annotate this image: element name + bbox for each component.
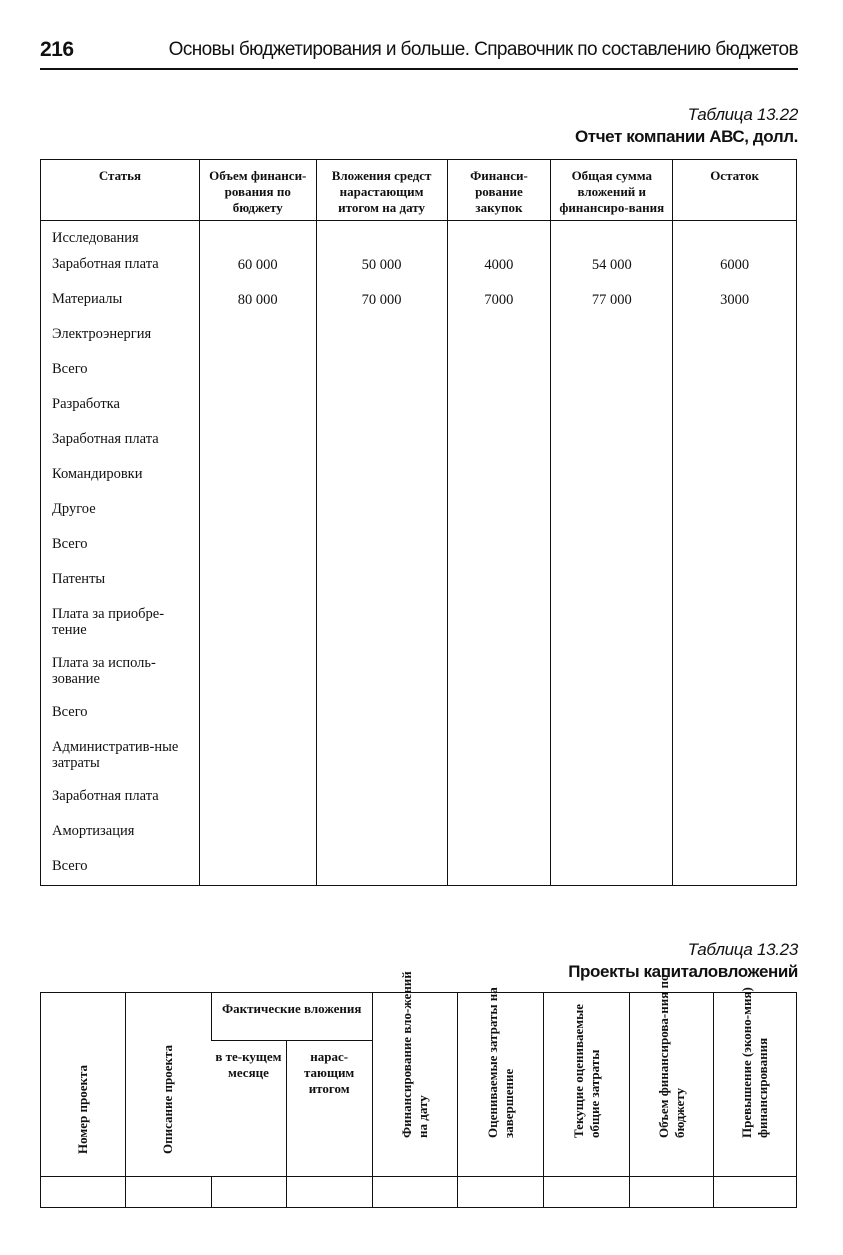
table-cell	[316, 536, 447, 571]
table-row	[41, 571, 797, 606]
table-cell	[673, 704, 797, 739]
table-row	[41, 291, 797, 326]
table-cell	[199, 858, 316, 886]
table-cell	[125, 1177, 211, 1208]
row-label: Плата за приобре-тение	[52, 606, 165, 638]
table-row	[41, 788, 797, 823]
table-cell	[447, 858, 551, 886]
table-cell	[673, 858, 797, 886]
row-label: Административ-ные затраты	[52, 739, 179, 771]
table-cell	[199, 655, 316, 704]
row-label: Всего	[52, 858, 88, 874]
table-row	[41, 501, 797, 536]
table-cell	[199, 739, 316, 788]
table-cell	[551, 571, 673, 606]
column-header-actual-investments: Фактические вложения	[211, 993, 372, 1041]
row-label: Командировки	[52, 466, 143, 482]
table-cell	[316, 823, 447, 858]
table-row	[41, 536, 797, 571]
table-cell: 6000	[673, 256, 797, 291]
table-cell	[316, 858, 447, 886]
column-header-text: Описание проекта	[160, 1044, 176, 1154]
table-cell	[447, 326, 551, 361]
table-cell	[551, 823, 673, 858]
column-header-estimated-completion	[458, 987, 544, 1177]
row-label: Заработная плата	[52, 788, 159, 804]
table-cell	[673, 396, 797, 431]
table-cell	[458, 1177, 544, 1208]
column-header-text: Финансирование вло-жений на дату	[399, 971, 431, 1138]
table-cell	[544, 1177, 630, 1208]
table-cell	[199, 466, 316, 501]
row-label: Всего	[52, 704, 88, 720]
table-cell	[551, 361, 673, 396]
table-cell: 7000	[447, 291, 551, 326]
table-cell	[551, 655, 673, 704]
table-cell	[447, 431, 551, 466]
column-header-financing-to-date	[372, 971, 458, 1177]
table-cell	[673, 466, 797, 501]
page-number: 216	[40, 38, 74, 61]
column-header-project-number	[41, 993, 126, 1177]
page-header	[40, 38, 798, 70]
row-label: Заработная плата	[52, 431, 159, 447]
table-cell	[447, 466, 551, 501]
row-label: Электроэнергия	[52, 326, 152, 342]
table1-number: Таблица 13.22	[687, 105, 798, 124]
table-cell: 77 000	[551, 291, 673, 326]
column-header-project-description	[125, 993, 211, 1177]
table-cell: 54 000	[551, 256, 673, 291]
table-cell	[714, 1177, 797, 1208]
table-cell	[316, 431, 447, 466]
table-cell: 80 000	[199, 291, 316, 326]
table-cell	[199, 571, 316, 606]
table-cell	[199, 606, 316, 655]
table-cell	[447, 361, 551, 396]
table-cell	[316, 221, 447, 257]
table1-caption	[575, 105, 798, 147]
table-cell	[673, 571, 797, 606]
table-cell	[551, 858, 673, 886]
table-row	[41, 256, 797, 291]
column-header-budget: Объем финанси-рования по бюджету	[199, 160, 316, 221]
table-cell	[316, 606, 447, 655]
column-header-text: Объем финансирова-ния по бюджету	[655, 974, 687, 1138]
column-header-cumulative: нарас-тающим итогом	[286, 1040, 372, 1176]
column-header-procurement: Финанси-рование закупок	[447, 160, 551, 221]
table-cell	[316, 655, 447, 704]
row-label: Амортизация	[52, 823, 135, 839]
row-label: Разработка	[52, 396, 120, 412]
table-cell	[673, 431, 797, 466]
column-header-item: Статья	[41, 160, 200, 221]
table-cell	[316, 326, 447, 361]
row-label: Исследования	[52, 230, 139, 246]
row-label: Материалы	[52, 291, 123, 307]
table-cell	[199, 823, 316, 858]
table-cell	[447, 823, 551, 858]
table-cell	[316, 396, 447, 431]
column-header-total: Общая сумма вложений и финансиро-вания	[551, 160, 673, 221]
table-cell	[316, 739, 447, 788]
column-header-current-month: в те-кущем месяце	[211, 1040, 286, 1176]
table-cell	[199, 361, 316, 396]
table-cell	[199, 221, 316, 257]
table2-number: Таблица 13.23	[687, 940, 798, 959]
table-row	[41, 1177, 797, 1208]
table-cell	[673, 326, 797, 361]
table-cell	[551, 431, 673, 466]
table-row	[41, 221, 797, 257]
table-cell	[447, 571, 551, 606]
table-cell	[316, 466, 447, 501]
row-label: Другое	[52, 501, 96, 517]
table-cell	[673, 501, 797, 536]
company-report-table	[40, 159, 797, 886]
table-cell	[551, 221, 673, 257]
table-cell	[447, 221, 551, 257]
table-row	[41, 361, 797, 396]
table-cell	[41, 1177, 126, 1208]
table-cell	[199, 396, 316, 431]
table-cell	[447, 501, 551, 536]
table-cell	[447, 536, 551, 571]
table-cell	[673, 788, 797, 823]
table-cell	[372, 1177, 458, 1208]
table2-header-row	[41, 993, 797, 1041]
column-header-text: Превышение (эконо-мия) финансирования	[739, 987, 771, 1138]
table-cell	[673, 606, 797, 655]
table-cell	[551, 466, 673, 501]
table-cell	[199, 326, 316, 361]
column-header-balance: Остаток	[673, 160, 797, 221]
table-cell	[447, 704, 551, 739]
table-row	[41, 326, 797, 361]
table-cell	[551, 536, 673, 571]
table-cell	[447, 606, 551, 655]
table-cell	[447, 396, 551, 431]
column-header-cumulative: Вложения средст нарастающим итогом на дату	[316, 160, 447, 221]
table-cell	[199, 704, 316, 739]
table-row	[41, 704, 797, 739]
column-header-budget-amount	[630, 974, 714, 1177]
table-cell	[551, 788, 673, 823]
table-cell	[673, 221, 797, 257]
table-cell	[199, 431, 316, 466]
table-row	[41, 431, 797, 466]
table-cell	[673, 823, 797, 858]
table-cell	[199, 501, 316, 536]
column-header-over-under	[714, 987, 797, 1177]
table-cell	[211, 1177, 286, 1208]
table-cell	[199, 788, 316, 823]
table-cell	[673, 536, 797, 571]
row-label: Всего	[52, 536, 88, 552]
table-row	[41, 396, 797, 431]
table-cell	[630, 1177, 714, 1208]
table-row	[41, 823, 797, 858]
table-cell	[286, 1177, 372, 1208]
table-cell	[673, 739, 797, 788]
table1-header-row	[41, 160, 797, 221]
table-row	[41, 655, 797, 704]
table-row	[41, 466, 797, 501]
row-label: Плата за исполь-зование	[52, 655, 156, 687]
table-cell	[447, 739, 551, 788]
row-label: Всего	[52, 361, 88, 377]
table-cell	[551, 739, 673, 788]
table-cell	[316, 501, 447, 536]
table-cell: 50 000	[316, 256, 447, 291]
table-row	[41, 606, 797, 655]
row-label: Патенты	[52, 571, 106, 587]
table-row	[41, 858, 797, 886]
table2-title: Проекты капиталовложений	[568, 962, 798, 981]
column-header-current-estimated-total	[544, 993, 630, 1177]
table-row	[41, 739, 797, 788]
table-cell	[551, 396, 673, 431]
table-cell	[316, 361, 447, 396]
table-cell	[551, 326, 673, 361]
column-header-text: Номер проекта	[74, 1065, 90, 1154]
table-cell: 60 000	[199, 256, 316, 291]
running-title: Основы бюджетирования и больше. Справочник по составлению бюджетов	[168, 39, 798, 60]
table-cell	[673, 655, 797, 704]
table-cell: 4000	[447, 256, 551, 291]
table-cell	[199, 536, 316, 571]
table-cell	[447, 655, 551, 704]
table-cell	[316, 571, 447, 606]
table-cell	[316, 788, 447, 823]
table-cell	[447, 788, 551, 823]
table-cell: 3000	[673, 291, 797, 326]
row-label: Заработная плата	[52, 256, 159, 272]
table-cell	[551, 606, 673, 655]
table-cell: 70 000	[316, 291, 447, 326]
table-cell	[316, 704, 447, 739]
column-header-text: Текущие оцениваемые общие затраты	[570, 1003, 602, 1138]
column-header-text: Оцениваемые затраты на завершение	[484, 987, 516, 1138]
table1-title: Отчет компании АВС, долл.	[574, 127, 798, 146]
table-cell	[673, 361, 797, 396]
table-cell	[551, 501, 673, 536]
table-cell	[551, 704, 673, 739]
